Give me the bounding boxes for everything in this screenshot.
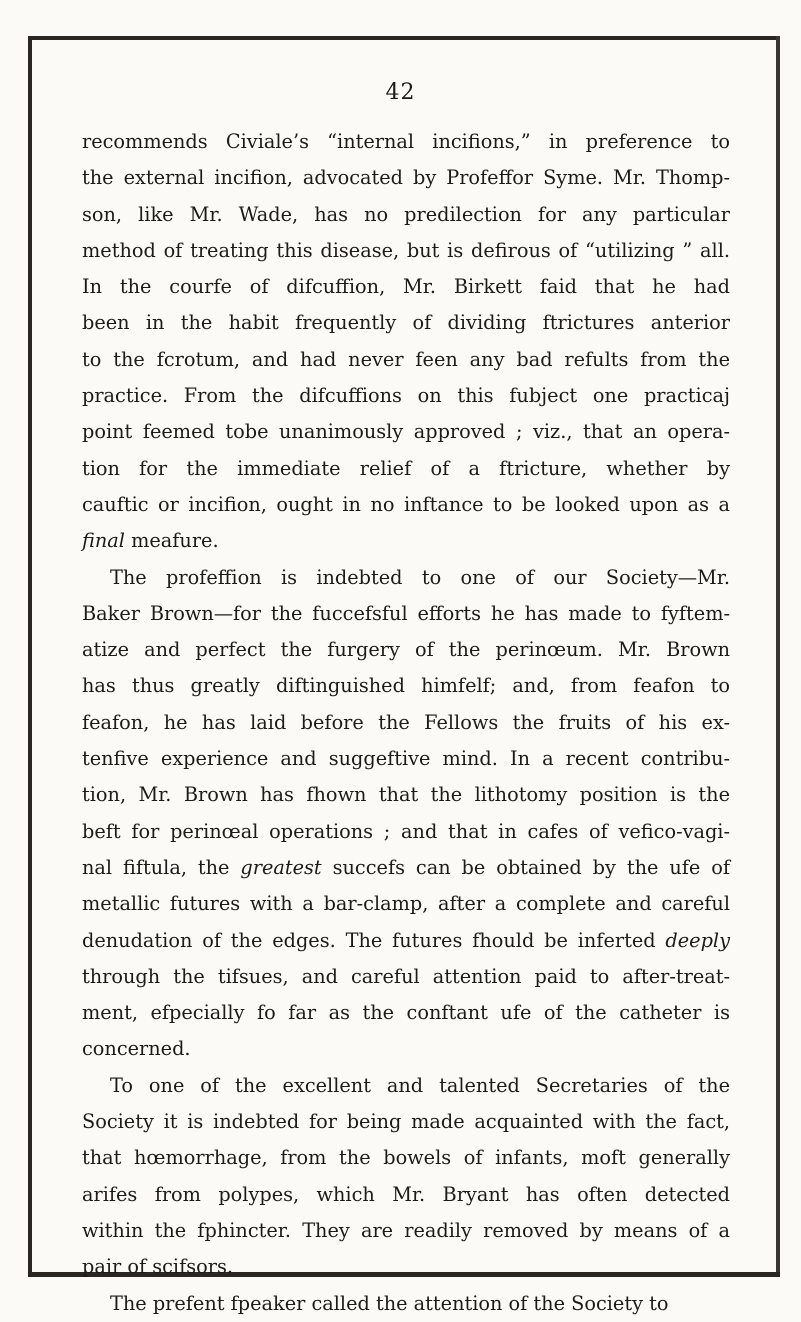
text-line <box>82 269 730 305</box>
text-segment: denudation of the edges. The futures fhould be inferted <box>82 928 666 952</box>
text-segment: pair of scifsors. <box>82 1255 233 1279</box>
text-segment: cauftic or incifion, ought in no inftance to be looked upon as a <box>82 492 730 516</box>
text-line <box>82 705 730 741</box>
left-border-rule <box>28 36 32 1276</box>
text-segment: Baker Brown—for the fuccefsful efforts he has made to fyftem- <box>82 601 730 625</box>
text-line <box>82 1104 730 1140</box>
text-line <box>82 1249 730 1285</box>
text-line <box>82 777 730 813</box>
body-text <box>82 124 730 1322</box>
text-segment: to the fcrotum, and had never feen any bad refults from the <box>82 347 730 371</box>
right-border-rule <box>776 36 780 1276</box>
text-line <box>82 160 730 196</box>
text-segment: In the courfe of difcuffion, Mr. Birkett faid that he had <box>82 275 730 299</box>
text-line <box>82 741 730 777</box>
text-line <box>82 886 730 922</box>
text-segment: tion, Mr. Brown has fhown that the lithotomy position is the <box>82 783 730 807</box>
text-line <box>82 233 730 269</box>
text-segment: The profeffion is indebted to one of our Society—Mr. <box>110 565 730 589</box>
text-line <box>82 1140 730 1176</box>
italic-text: greatest <box>240 855 322 879</box>
text-segment: nal fiftula, the <box>82 855 241 879</box>
text-segment: metallic futures with a bar-clamp, after a complete and careful <box>82 892 730 916</box>
text-segment: To one of the excellent and talented Secretaries of the <box>110 1073 730 1097</box>
text-segment: meafure. <box>124 529 219 553</box>
text-segment: been in the habit frequently of dividing ftrictures anterior <box>82 311 730 335</box>
text-line <box>82 523 730 559</box>
text-line <box>82 596 730 632</box>
text-segment: through the tifsues, and careful attention paid to after-treat- <box>82 964 730 988</box>
text-segment: son, like Mr. Wade, has no predilection for any particular <box>82 202 730 226</box>
text-segment: that hœmorrhage, from the bowels of infants, moft generally <box>82 1146 730 1170</box>
text-segment: beft for perinœal operations ; and that in cafes of vefico-vagi- <box>82 819 730 843</box>
paragraph <box>82 560 730 1068</box>
paragraph <box>82 124 730 560</box>
text-line <box>82 632 730 668</box>
paragraph <box>82 1286 730 1322</box>
text-segment: arifes from polypes, which Mr. Bryant has often detected <box>82 1182 730 1206</box>
text-segment: has thus greatly diftinguished himfelf; and, from feafon to <box>82 674 730 698</box>
text-line <box>82 668 730 704</box>
text-segment: method of treating this disease, but is defirous of “utilizing ” all. <box>82 238 730 262</box>
text-segment: the external incifion, advocated by Profeffor Syme. Mr. Thomp- <box>82 166 730 190</box>
text-segment: recommends Civiale’s “internal incifions,” in preference to <box>82 130 730 153</box>
text-line <box>82 1177 730 1213</box>
text-line <box>82 995 730 1031</box>
text-segment: concerned. <box>82 1037 191 1061</box>
text-segment: point feemed tobe unanimously approved ; viz., that an opera- <box>82 420 730 444</box>
text-segment: tenfive experience and suggeftive mind. In a recent contribu- <box>82 747 730 771</box>
text-segment: Society it is indebted for being made acquainted with the fact, <box>82 1110 730 1134</box>
text-line <box>82 1286 730 1322</box>
text-line <box>82 814 730 850</box>
italic-text: final <box>82 529 125 553</box>
text-segment: succefs can be obtained by the ufe of <box>321 855 730 879</box>
text-line <box>82 487 730 523</box>
text-line <box>82 414 730 450</box>
paragraph <box>82 1068 730 1286</box>
text-segment: within the fphincter. They are readily removed by means of a <box>82 1218 730 1242</box>
text-line <box>82 1068 730 1104</box>
page-number: 42 <box>385 80 416 105</box>
text-line <box>82 305 730 341</box>
text-line <box>82 560 730 596</box>
text-line <box>82 850 730 886</box>
text-line <box>82 378 730 414</box>
text-segment: feafon, he has laid before the Fellows the fruits of his ex- <box>82 710 730 734</box>
text-segment: atize and perfect the furgery of the perinœum. Mr. Brown <box>82 638 730 662</box>
text-line <box>82 124 730 160</box>
text-segment: ment, efpecially fo far as the conftant ufe of the catheter is <box>82 1001 730 1025</box>
text-segment: practice. From the difcuffions on this fubject one practicaj <box>82 384 730 408</box>
text-line <box>82 1213 730 1249</box>
text-line <box>82 451 730 487</box>
italic-text: deeply <box>665 928 730 952</box>
text-line <box>82 197 730 233</box>
text-line <box>82 923 730 959</box>
text-segment: tion for the immediate relief of a ftricture, whether by <box>82 456 730 480</box>
top-border-rule <box>28 36 780 40</box>
text-line <box>82 959 730 995</box>
text-segment: The prefent fpeaker called the attention of the Society to <box>110 1291 669 1315</box>
text-line <box>82 342 730 378</box>
text-line <box>82 1031 730 1067</box>
